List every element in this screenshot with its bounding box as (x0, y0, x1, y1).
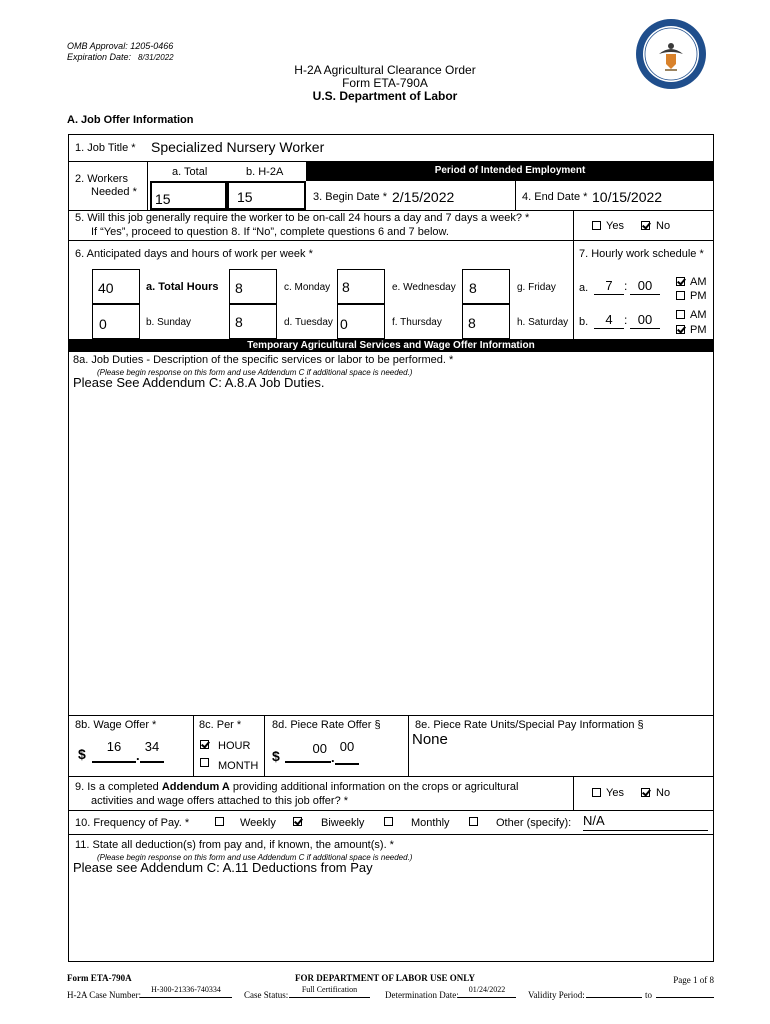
schedule-b-pm-label: PM (690, 324, 707, 336)
on-call-no-checkbox[interactable] (641, 221, 650, 230)
job-title-value[interactable]: Specialized Nursery Worker (151, 139, 325, 155)
workers-total-value[interactable]: 15 (155, 191, 171, 207)
determination-date-label: Determination Date: (385, 990, 459, 1000)
piece-rate-dollars[interactable]: 00 (285, 741, 331, 763)
schedule-b-minute[interactable]: 00 (630, 312, 660, 329)
friday-label: g. Friday (517, 282, 556, 293)
job-duties-note: (Please begin response on this form and use Addendum C if additional space is needed.) (97, 368, 413, 377)
pay-monthly-label: Monthly (411, 817, 450, 829)
monday-label: c. Monday (284, 282, 331, 293)
job-duties-value[interactable]: Please See Addendum C: A.8.A Job Duties. (73, 375, 325, 390)
total-hours-value[interactable]: 40 (98, 280, 114, 296)
case-number-value: H-300-21336-740334 (140, 985, 232, 998)
end-date-label: 4. End Date * (522, 191, 588, 203)
thursday-value[interactable]: 0 (340, 316, 348, 332)
sunday-value[interactable]: 0 (99, 316, 107, 332)
omb-approval: OMB Approval: 1205-0466 (67, 41, 174, 51)
saturday-value[interactable]: 8 (468, 315, 476, 331)
pay-frequency-label: 10. Frequency of Pay. * (75, 817, 190, 829)
expiration-label: Expiration Date: (67, 52, 132, 62)
validity-start-field (586, 985, 642, 998)
case-status-value: Full Certification (289, 985, 370, 998)
schedule-b-pm-checkbox[interactable] (676, 325, 685, 334)
per-hour-label: HOUR (218, 740, 251, 752)
workers-total-label: a. Total (172, 166, 208, 178)
wednesday-label: e. Wednesday (392, 282, 456, 293)
on-call-yes-checkbox[interactable] (592, 221, 601, 230)
schedule-a-am-checkbox[interactable] (676, 277, 685, 286)
piece-rate-cents[interactable]: 00 (335, 739, 359, 765)
begin-date-value[interactable]: 2/15/2022 (392, 189, 455, 205)
piece-rate-units-value[interactable]: None (412, 731, 448, 748)
addendum-a-question-line2: activities and wage offers attached to this job offer? * (91, 795, 349, 807)
footer-dol-use: FOR DEPARTMENT OF LABOR USE ONLY (295, 973, 475, 983)
begin-date-label: 3. Begin Date * (313, 191, 387, 203)
workers-h2a-label: b. H-2A (246, 166, 284, 178)
schedule-a-pm-label: PM (690, 290, 707, 302)
pay-other-value[interactable]: N/A (583, 813, 708, 831)
pay-weekly-checkbox[interactable] (215, 817, 224, 826)
schedule-a-minute[interactable]: 00 (630, 278, 660, 295)
pay-biweekly-checkbox[interactable] (293, 817, 302, 826)
schedule-a-am-label: AM (690, 276, 707, 288)
days-hours-label: 6. Anticipated days and hours of work per week * (75, 248, 313, 260)
pay-monthly-checkbox[interactable] (384, 817, 393, 826)
total-hours-label: a. Total Hours (146, 281, 219, 293)
schedule-a-label: a. (579, 282, 589, 294)
per-month-checkbox[interactable] (200, 758, 209, 767)
wage-offer-cents[interactable]: 34 (140, 739, 164, 763)
monday-value[interactable]: 8 (235, 280, 243, 296)
on-call-yes-label: Yes (606, 220, 624, 232)
tuesday-value[interactable]: 8 (235, 314, 243, 330)
pay-other-label: Other (specify): (496, 817, 572, 829)
footer-page: Page 1 of 8 (673, 975, 714, 985)
schedule-b-label: b. (579, 316, 589, 328)
pay-biweekly-label: Biweekly (321, 817, 365, 829)
per-label: 8c. Per * (199, 719, 242, 731)
thursday-label: f. Thursday (392, 317, 442, 328)
on-call-instruction: If “Yes”, proceed to question 8. If “No”, complete questions 6 and 7 below. (91, 226, 449, 238)
tuesday-label: d. Tuesday (284, 317, 333, 328)
wage-offer-dollars[interactable]: 16 (92, 739, 136, 763)
addendum-a-no-checkbox[interactable] (641, 788, 650, 797)
addendum-a-no-label: No (656, 787, 671, 799)
deductions-label: 11. State all deduction(s) from pay and, if known, the amount(s). * (75, 839, 394, 851)
friday-value[interactable]: 8 (469, 280, 477, 296)
wednesday-value[interactable]: 8 (342, 279, 350, 295)
saturday-label: h. Saturday (517, 317, 569, 328)
wage-offer-label: 8b. Wage Offer * (75, 719, 157, 731)
per-month-label: MONTH (218, 760, 259, 772)
schedule-b-hour[interactable]: 4 (594, 312, 624, 329)
addendum-a-yes-checkbox[interactable] (592, 788, 601, 797)
form-number: Form ETA-790A (342, 76, 428, 90)
hourly-schedule-label: 7. Hourly work schedule * (579, 248, 704, 260)
sunday-label: b. Sunday (146, 317, 192, 328)
piece-rate-label: 8d. Piece Rate Offer § (272, 719, 381, 731)
form-title: H-2A Agricultural Clearance Order (294, 63, 476, 77)
workers-needed-label-2: Needed * (91, 186, 137, 198)
case-number-label: H-2A Case Number: (67, 990, 141, 1000)
temporary-services-heading: Temporary Agricultural Services and Wage Offer Information (68, 339, 714, 352)
schedule-a-pm-checkbox[interactable] (676, 291, 685, 300)
on-call-question: 5. Will this job generally require the worker to be on-call 24 hours a day and 7 days a week? * (75, 212, 530, 224)
schedule-b-am-checkbox[interactable] (676, 310, 685, 319)
department-name: U.S. Department of Labor (312, 89, 458, 103)
expiration-value: 8/31/2022 (138, 53, 174, 62)
piece-rate-units-label: 8e. Piece Rate Units/Special Pay Information § (415, 719, 644, 731)
pay-other-checkbox[interactable] (469, 817, 478, 826)
determination-date-value: 01/24/2022 (458, 985, 516, 998)
dol-seal-icon (635, 18, 707, 90)
schedule-a-hour[interactable]: 7 (594, 278, 624, 295)
end-date-value[interactable]: 10/15/2022 (592, 189, 663, 205)
addendum-a-yes-label: Yes (606, 787, 624, 799)
job-title-label: 1. Job Title * (75, 142, 136, 154)
validity-end-field (656, 985, 714, 998)
addendum-a-question: 9. Is a completed Addendum A providing additional information on the crops or agricultural (75, 781, 519, 793)
on-call-no-label: No (656, 220, 671, 232)
pay-weekly-label: Weekly (240, 817, 276, 829)
per-hour-checkbox[interactable] (200, 740, 209, 749)
deductions-value[interactable]: Please see Addendum C: A.11 Deductions from Pay (73, 860, 373, 875)
schedule-b-am-label: AM (690, 309, 707, 321)
section-a-heading: A. Job Offer Information (67, 114, 194, 126)
validity-period-label: Validity Period: (528, 990, 585, 1000)
period-employment-heading: Period of Intended Employment (306, 161, 714, 181)
deductions-note: (Please begin response on this form and use Addendum C if additional space is needed.) (97, 853, 413, 862)
piece-rate-dollar-sign: $ (272, 748, 280, 764)
workers-h2a-value[interactable]: 15 (237, 189, 253, 205)
wage-offer-dollar-sign: $ (78, 746, 86, 762)
footer-form-number: Form ETA-790A (67, 973, 132, 983)
validity-to-label: to (645, 990, 653, 1000)
workers-needed-label-1: 2. Workers (75, 173, 128, 185)
case-status-label: Case Status: (244, 990, 289, 1000)
job-duties-label: 8a. Job Duties - Description of the specific services or labor to be performed. * (73, 354, 454, 366)
